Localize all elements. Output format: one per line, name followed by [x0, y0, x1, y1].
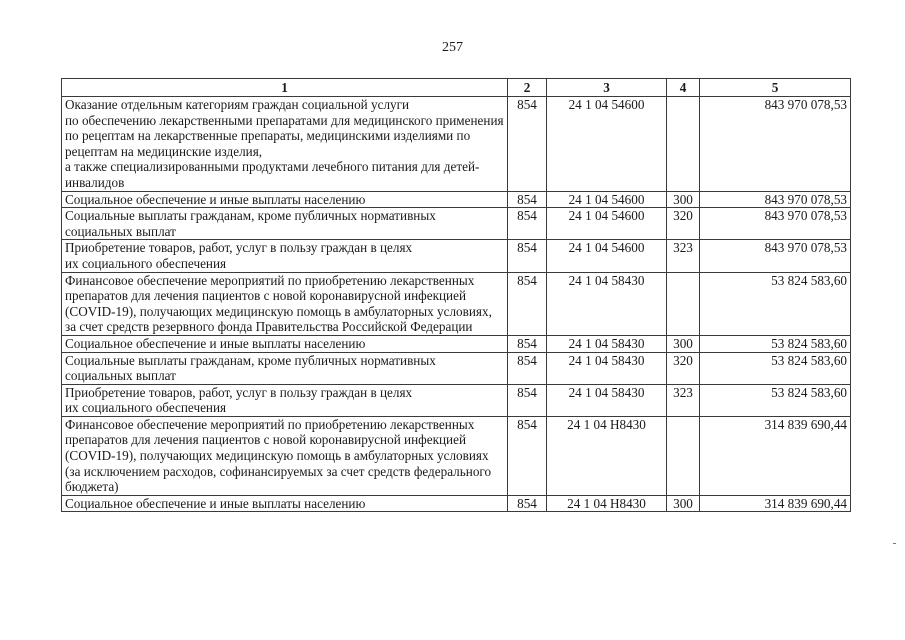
- row-csr-cell: 24 1 04 54600: [547, 191, 667, 208]
- row-sum-cell: 843 970 078,53: [700, 208, 851, 240]
- row-name-cell: Приобретение товаров, работ, услуг в пользу граждан в целях их социального обеспечения: [62, 240, 508, 272]
- table-row: [62, 416, 851, 495]
- row-sum-cell: 843 970 078,53: [700, 240, 851, 272]
- row-name-cell: Социальные выплаты гражданам, кроме публичных нормативных социальных выплат: [62, 208, 508, 240]
- row-ved-cell: 854: [508, 208, 547, 240]
- row-vr-cell: 300: [667, 335, 700, 352]
- row-ved-cell: 854: [508, 495, 547, 512]
- row-ved-cell: 854: [508, 272, 547, 335]
- row-csr-cell: 24 1 04 54600: [547, 208, 667, 240]
- scan-mark: [893, 543, 896, 544]
- row-sum-cell: 314 839 690,44: [700, 416, 851, 495]
- row-name-cell: Приобретение товаров, работ, услуг в пользу граждан в целях их социального обеспечения: [62, 384, 508, 416]
- table-row: [62, 272, 851, 335]
- row-ved-cell: 854: [508, 352, 547, 384]
- row-ved-cell: 854: [508, 335, 547, 352]
- table-row: [62, 240, 851, 272]
- row-sum-cell: 53 824 583,60: [700, 272, 851, 335]
- row-name-cell: Социальное обеспечение и иные выплаты населению: [62, 335, 508, 352]
- row-csr-cell: 24 1 04 54600: [547, 97, 667, 192]
- row-name-cell: Социальное обеспечение и иные выплаты населению: [62, 495, 508, 512]
- table-row: [62, 191, 851, 208]
- row-vr-cell: [667, 416, 700, 495]
- column-header-vr: 4: [667, 79, 700, 97]
- table-row: [62, 495, 851, 512]
- row-vr-cell: 320: [667, 352, 700, 384]
- row-vr-cell: 300: [667, 495, 700, 512]
- table-row: [62, 208, 851, 240]
- budget-table: [61, 78, 851, 512]
- column-header-ved: 2: [508, 79, 547, 97]
- row-sum-cell: 843 970 078,53: [700, 97, 851, 192]
- row-ved-cell: 854: [508, 384, 547, 416]
- row-ved-cell: 854: [508, 240, 547, 272]
- row-csr-cell: 24 1 04 58430: [547, 352, 667, 384]
- row-csr-cell: 24 1 04 Н8430: [547, 495, 667, 512]
- table-row: [62, 352, 851, 384]
- row-sum-cell: 843 970 078,53: [700, 191, 851, 208]
- row-vr-cell: [667, 272, 700, 335]
- row-csr-cell: 24 1 04 Н8430: [547, 416, 667, 495]
- row-ved-cell: 854: [508, 191, 547, 208]
- row-name-cell: Социальное обеспечение и иные выплаты населению: [62, 191, 508, 208]
- row-csr-cell: 24 1 04 54600: [547, 240, 667, 272]
- row-vr-cell: [667, 97, 700, 192]
- row-sum-cell: 53 824 583,60: [700, 335, 851, 352]
- row-vr-cell: 300: [667, 191, 700, 208]
- row-name-cell: Финансовое обеспечение мероприятий по приобретению лекарственных препаратов для лечения пациентов с новой коронавирусной инфекцией (COVID-19), получающих медицинскую помощь в амбулаторных условиях (за исключением расходов, софинансируемых за счет средств федерального бюджета): [62, 416, 508, 495]
- row-vr-cell: 323: [667, 384, 700, 416]
- header-row: [62, 79, 851, 97]
- row-csr-cell: 24 1 04 58430: [547, 272, 667, 335]
- table-row: [62, 384, 851, 416]
- table-row: [62, 97, 851, 192]
- row-ved-cell: 854: [508, 416, 547, 495]
- row-sum-cell: 53 824 583,60: [700, 352, 851, 384]
- row-name-cell: Социальные выплаты гражданам, кроме публичных нормативных социальных выплат: [62, 352, 508, 384]
- table-row: [62, 335, 851, 352]
- row-name-cell: Оказание отдельным категориям граждан социальной услуги по обеспечению лекарственными препаратами для медицинского применения по рецептам на лекарственные препараты, медицинскими изделиями по рецептам на медицинские изделия, а также специализированными продуктами лечебного питания для детей-инвалидов: [62, 97, 508, 192]
- row-csr-cell: 24 1 04 58430: [547, 335, 667, 352]
- row-sum-cell: 314 839 690,44: [700, 495, 851, 512]
- column-header-name: 1: [62, 79, 508, 97]
- row-ved-cell: 854: [508, 97, 547, 192]
- row-vr-cell: 320: [667, 208, 700, 240]
- row-vr-cell: 323: [667, 240, 700, 272]
- column-header-csr: 3: [547, 79, 667, 97]
- column-header-sum: 5: [700, 79, 851, 97]
- row-sum-cell: 53 824 583,60: [700, 384, 851, 416]
- row-name-cell: Финансовое обеспечение мероприятий по приобретению лекарственных препаратов для лечения пациентов с новой коронавирусной инфекцией (COVID-19), получающих медицинскую помощь в амбулаторных условиях, за счет средств резервного фонда Правительства Российской Федерации: [62, 272, 508, 335]
- row-csr-cell: 24 1 04 58430: [547, 384, 667, 416]
- page-number: 257: [442, 40, 463, 55]
